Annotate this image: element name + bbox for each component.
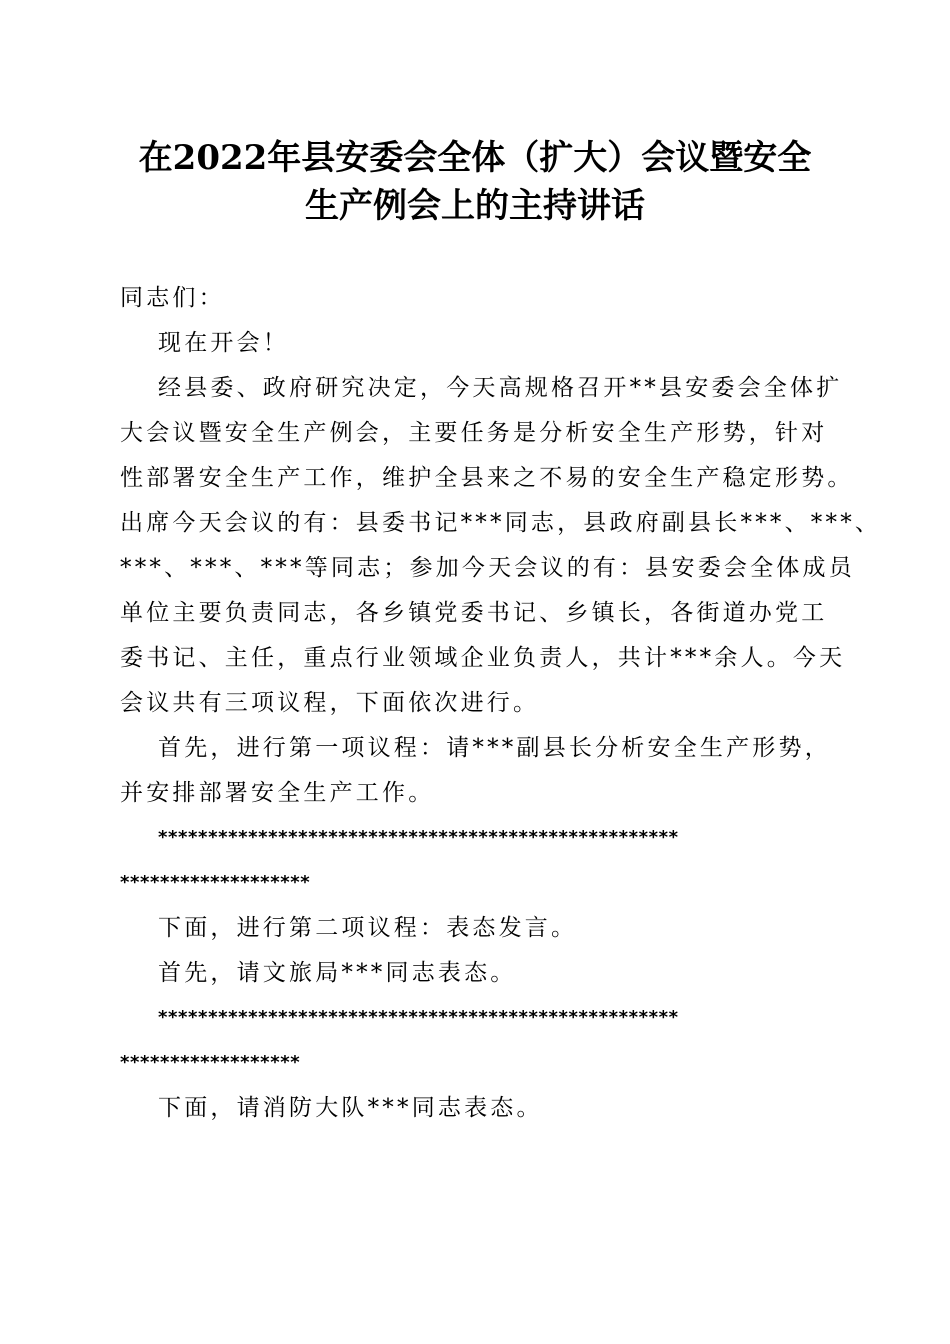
- paragraph-line: ***、***、***等同志；参加今天会议的有：县安委会全体成员: [120, 555, 855, 581]
- salutation: 同志们：: [120, 285, 225, 311]
- redacted-line: ****************************************************: [158, 1007, 679, 1028]
- paragraph-line: 性部署安全生产工作，维护全县来之不易的安全生产稳定形势。: [120, 465, 854, 491]
- paragraph-line: 下面，进行第二项议程：表态发言。: [158, 915, 578, 941]
- paragraph-line: 现在开会！: [158, 330, 289, 356]
- paragraph-line: 经县委、政府研究决定，今天高规格召开**县安委会全体扩: [158, 375, 843, 401]
- paragraph-line: 大会议暨安全生产例会，主要任务是分析安全生产形势，针对: [120, 420, 828, 446]
- document-title-line-1: 在2022年县安委会全体（扩大）会议暨安全: [138, 138, 812, 178]
- redacted-line: *******************: [120, 872, 311, 893]
- paragraph-line: 会议共有三项议程，下面依次进行。: [120, 690, 540, 716]
- paragraph-line: 首先，请文旅局***同志表态。: [158, 960, 517, 986]
- paragraph-line: 单位主要负责同志，各乡镇党委书记、乡镇长，各街道办党工: [120, 600, 828, 626]
- paragraph-line: 并安排部署安全生产工作。: [120, 780, 435, 806]
- redacted-line: ******************: [120, 1052, 301, 1073]
- paragraph-line: 下面，请消防大队***同志表态。: [158, 1095, 543, 1121]
- paragraph-line: 委书记、主任，重点行业领域企业负责人，共计***余人。今天: [120, 645, 846, 671]
- redacted-line: ****************************************************: [158, 827, 679, 848]
- paragraph-line: 出席今天会议的有：县委书记***同志，县政府副县长***、***、: [120, 510, 882, 536]
- document-title-line-2: 生产例会上的主持讲话: [305, 186, 645, 226]
- paragraph-line: 首先，进行第一项议程：请***副县长分析安全生产形势，: [158, 735, 831, 761]
